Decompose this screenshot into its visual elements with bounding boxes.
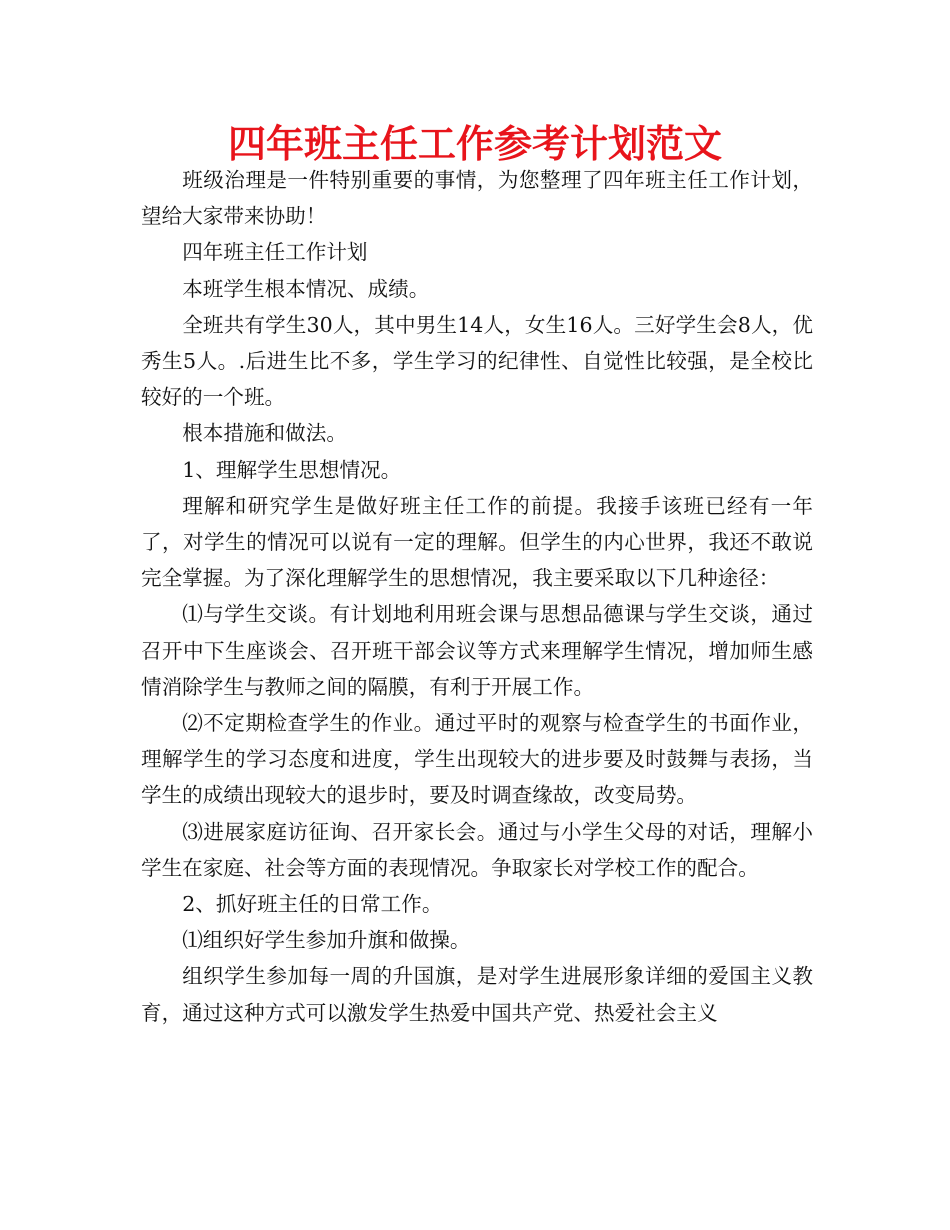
document-body — [141, 162, 813, 1031]
paragraph-section-2-heading: 2、抓好班主任的日常工作。 — [182, 892, 443, 917]
paragraph-section-2-item-1: ⑴组织好学生参加升旗和做操。 — [182, 928, 471, 953]
paragraph-section-2-body: 组织学生参加每一周的升国旗，是对学生进展形象详细的爱国主义教育，通过这种方式可以激发学生热爱中国共产党、热爱社会主义 — [141, 964, 813, 1025]
paragraph-section-1-heading: 1、理解学生思想情况。 — [182, 457, 402, 482]
paragraph-measures-heading: 根本措施和做法。 — [182, 421, 347, 446]
paragraph-class-situation-heading: 本班学生根本情况、成绩。 — [182, 276, 430, 301]
paragraph-intro: 班级治理是一件特别重要的事情，为您整理了四年班主任工作计划，望给大家带来协助！ — [141, 168, 813, 229]
document-title: 四年班主任工作参考计划范文 — [227, 122, 722, 166]
paragraph-item-2: ⑵不定期检查学生的作业。通过平时的观察与检查学生的书面作业，理解学生的学习态度和进度，学生出现较大的进步要及时鼓舞与表扬，当学生的成绩出现较大的退步时，要及时调查缘故，改变局势。 — [141, 711, 813, 808]
paragraph-item-3: ⑶进展家庭访征询、召开家长会。通过与小学生父母的对话，理解小学生在家庭、社会等方面的表现情况。争取家长对学校工作的配合。 — [141, 819, 813, 880]
paragraph-item-1: ⑴与学生交谈。有计划地利用班会课与思想品德课与学生交谈，通过召开中下生座谈会、召开班干部会议等方式来理解学生情况，增加师生感情消除学生与教师之间的隔膜，有利于开展工作。 — [141, 602, 813, 699]
paragraph-section-1-body: 理解和研究学生是做好班主任工作的前提。我接手该班已经有一年了，对学生的情况可以说有一定的理解。但学生的内心世界，我还不敢说完全掌握。为了深化理解学生的思想情况，我主要采取以下几种途径： — [141, 493, 813, 591]
paragraph-plan-heading: 四年班主任工作计划 — [182, 240, 368, 265]
paragraph-class-situation: 全班共有学生30人，其中男生14人，女生16人。三好学生会8人，优秀生5人。.后进生比不多，学生学习的纪律性、自觉性比较强，是全校比较好的一个班。 — [141, 312, 813, 410]
